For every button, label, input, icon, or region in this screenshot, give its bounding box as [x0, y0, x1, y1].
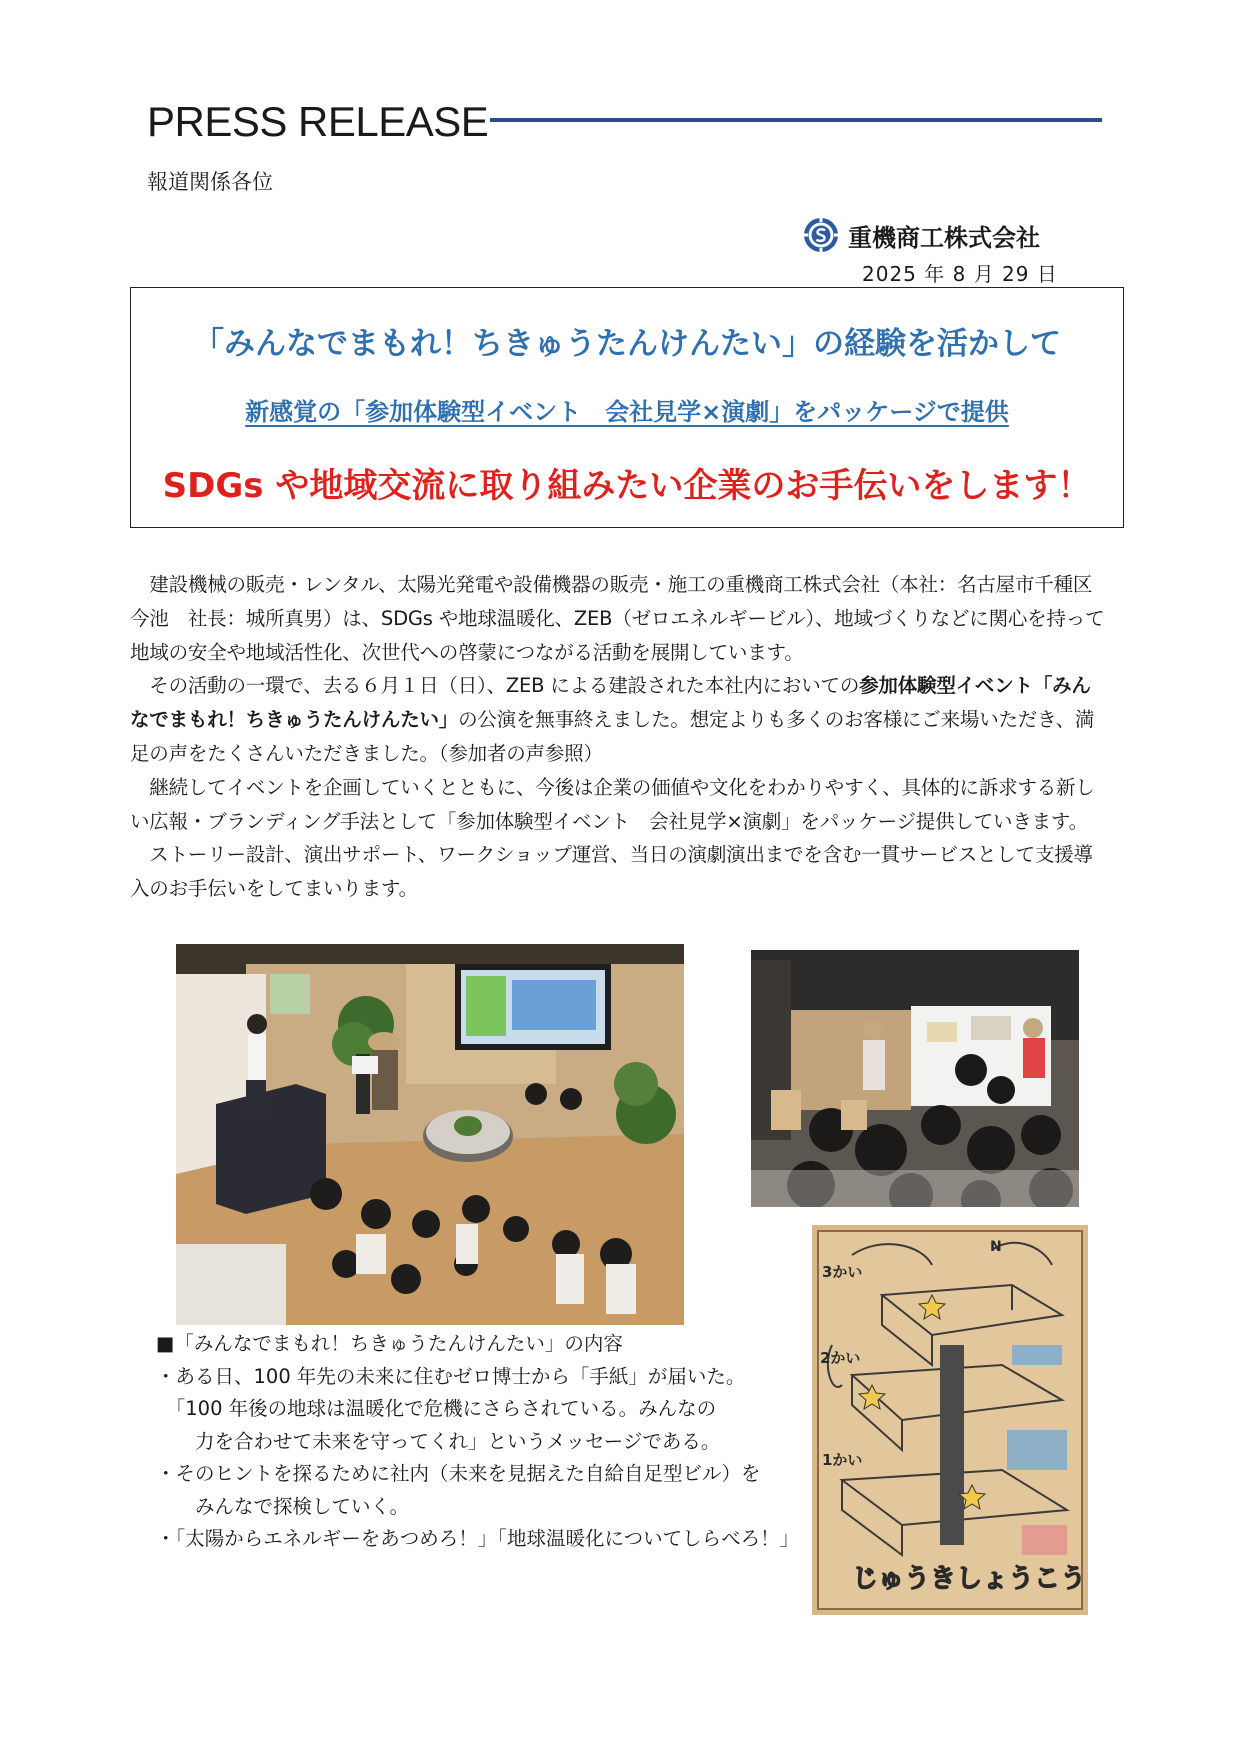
headline-red: SDGs や地域交流に取り組みたい企業のお手伝いをします！: [162, 466, 1092, 506]
event-name-bold: 参加体験型イベント「みんなでまもれ！ちきゅうたんけんたい」: [130, 674, 1091, 732]
event-info-line: 「100 年後の地球は温暖化で危機にさらされている。みんなの: [156, 1397, 717, 1420]
company-logo-icon: [803, 217, 839, 253]
headline-box: [130, 287, 1124, 528]
map-title: じゅうきしょうこう: [852, 1564, 1087, 1594]
event-info-heading: ■「みんなでまもれ！ちきゅうたんけんたい」の内容: [156, 1332, 623, 1355]
event-info-line: 力を合わせて未来を守ってくれ」というメッセージである。: [156, 1429, 721, 1453]
map-floor1-label: 1かい: [822, 1451, 863, 1469]
event-info-line: ・「太陽からエネルギーをあつめろ！」「地球温暖化についてしらべろ！」: [156, 1527, 800, 1550]
hand-drawn-map: [812, 1225, 1088, 1615]
headline-main: 「みんなでまもれ！ちきゅうたんけんたい」の経験を活かして: [193, 326, 1061, 362]
event-photo: [176, 944, 684, 1325]
body-paragraph: 建設機械の販売・レンタル、太陽光発電や設備機器の販売・施工の重機商工株式会社（本社：名古屋市千種区今池 社長：城所真男）は、SDGs や地球温暖化、ZEB（ゼロエネルギービル）、地域づくりなどに関心を持って地域の安全や地域活性化、次世代への啓蒙につながる活動を展開しています。: [130, 573, 1105, 664]
event-info-line: みんなで探検していく。: [156, 1494, 410, 1518]
map-floor2-label: 2かい: [820, 1349, 861, 1367]
audience-photo: [751, 950, 1079, 1207]
press-release-title: PRESS RELEASE: [147, 98, 489, 145]
company-name: 重機商工株式会社: [848, 224, 1040, 252]
map-floor3-label: 3かい: [822, 1263, 863, 1281]
event-info-line: ・そのヒントを探るために社内（未来を見据えた自給自足型ビル）を: [156, 1462, 761, 1485]
headline-sub: [131, 392, 1123, 427]
addressee: 報道関係各位: [147, 170, 273, 194]
body-text: [130, 568, 1110, 906]
body-paragraph: その活動の一環で、去る６月１日（日）、ZEB による建設された本社内においての参加体験型イベント「みんなでまもれ！ちきゅうたんけんたい」の公演を無事終えました。想定よりも多くのお客様にご来場いただき、満足の声をたくさんいただきました。（参加者の声参照）: [130, 674, 1095, 765]
event-info: [156, 1328, 816, 1556]
headline-sub-text: 新感覚の「参加体験型イベント 会社見学×演劇」をパッケージで提供: [245, 398, 1009, 426]
body-paragraph: 継続してイベントを企画していくとともに、今後は企業の価値や文化をわかりやすく、具体的に訴求する新しい広報・ブランディング手法として「参加体験型イベント 会社見学×演劇」をパッケージ提供していきます。: [130, 775, 1095, 833]
map-compass-label: N: [990, 1239, 1002, 1255]
body-paragraph: ストーリー設計、演出サポート、ワークショップ運営、当日の演劇演出までを含む一貫サービスとして支援導入のお手伝いをしてまいります。: [130, 843, 1093, 901]
release-date: 2025 年 8 月 29 日: [862, 262, 1058, 286]
title-rule: [490, 118, 1102, 122]
event-info-line: ・ある日、100 年先の未来に住むゼロ博士から「手紙」が届いた。: [156, 1364, 746, 1388]
